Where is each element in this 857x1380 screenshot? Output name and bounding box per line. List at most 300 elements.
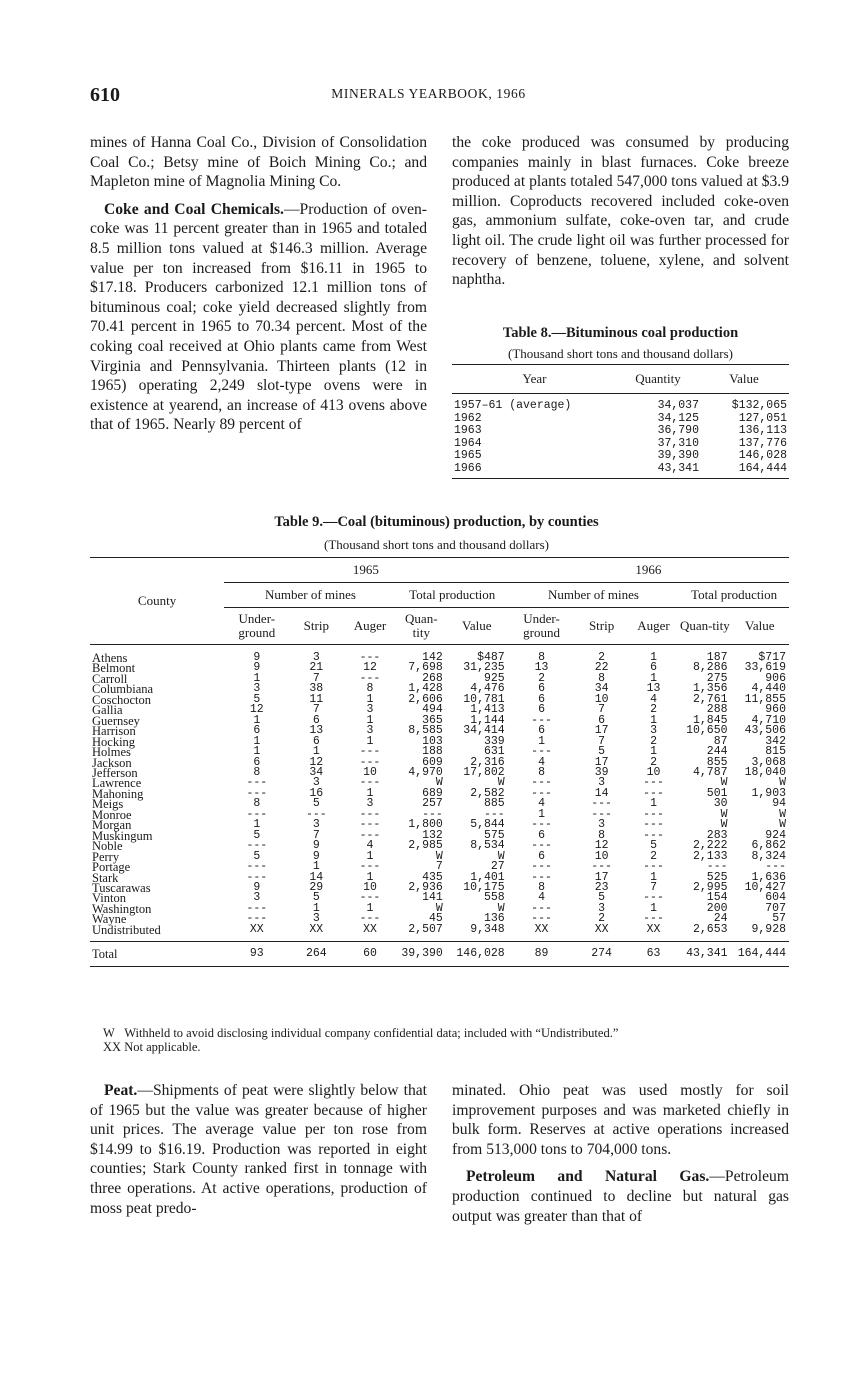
table9-cell-underground-1966: 89	[508, 942, 576, 967]
table9-cell-county: Washington	[92, 901, 152, 916]
table9-cell-value-1966: 906	[765, 671, 786, 685]
table9-group-total-1965: Total production	[397, 583, 508, 608]
table9-cell-auger-1966: 1	[650, 797, 657, 811]
table9-cell-underground-1965: 9	[253, 651, 261, 664]
table9-cell-underground-1966: 6	[538, 692, 545, 706]
table9-cell-quantity-1965: 132	[422, 828, 443, 842]
table9-year-1965: 1965	[224, 558, 508, 583]
table9-cell-auger-1966: 10	[646, 765, 661, 779]
table8-row	[452, 425, 789, 438]
table9-cell-value-1966: 3,068	[751, 755, 786, 769]
table9-cell-auger-1966: 63	[628, 942, 679, 967]
table9-cell-quantity-1966: 2,133	[693, 849, 728, 863]
running-title: MINERALS YEARBOOK, 1966	[331, 86, 526, 101]
table9-cell-strip-1966: 7	[598, 734, 606, 748]
table8-subtitle: (Thousand short tons and thousand dollars)	[508, 346, 733, 361]
table9-footnotes	[103, 1026, 618, 1054]
table9-cell-underground-1965: ---	[246, 860, 268, 874]
table9	[90, 557, 789, 967]
table9-cell-value-1966: 604	[765, 891, 786, 905]
table9-cell-value-1965: ---	[483, 807, 505, 821]
table9-col-auger-1965: Auger	[343, 608, 397, 645]
table9-cell-strip-1966: 10	[594, 849, 609, 863]
table9-cell-underground-1965: ---	[246, 839, 268, 853]
table9-cell-county: Morgan	[92, 818, 132, 833]
table9-cell-strip-1965: 1	[312, 860, 320, 874]
table9-cell-underground-1966: ---	[531, 745, 552, 759]
table9-cell-auger-1966: 1	[650, 745, 657, 759]
table9-cell-auger-1965: 4	[366, 839, 374, 853]
footnote-w	[103, 1026, 618, 1040]
table9-cell-quantity-1965: 1,428	[408, 682, 443, 696]
table9-cell-auger-1966: ---	[643, 776, 664, 790]
table9-cell-underground-1966: 4	[538, 797, 545, 811]
table9-cell-strip-1966: 17	[594, 870, 609, 884]
table9-cell-value-1966: 1,636	[751, 870, 786, 884]
table9-cell-strip-1965: 1	[312, 901, 320, 915]
table9-cell-auger-1966: ---	[643, 786, 664, 800]
table9-cell-county: Portage	[92, 860, 131, 875]
table9-cell-auger-1965: ---	[359, 807, 381, 821]
table9-cell-quantity-1965: ---	[422, 807, 443, 821]
table9-cell-value-1965: 4,476	[470, 682, 505, 696]
table9-cell-quantity-1966: 187	[706, 651, 728, 664]
table9-cell-quantity-1966: 1,845	[693, 713, 728, 727]
table9-cell-county: Jefferson	[92, 765, 138, 780]
table9-cell-strip-1965: 3	[312, 912, 320, 926]
table9-cell-quantity-1966: 244	[706, 745, 728, 759]
table9-cell-underground-1965: 8	[253, 797, 261, 811]
table9-cell-quantity-1966: 154	[706, 891, 728, 905]
table9-cell-auger-1965: ---	[359, 818, 381, 832]
table9-cell-strip-1966: 7	[598, 703, 606, 717]
table8-header-quantity: Quantity	[617, 365, 699, 394]
table9-cell-quantity-1965: 45	[428, 912, 443, 926]
table9-cell-strip-1966: 12	[594, 839, 609, 853]
table9-cell-auger-1966: ---	[643, 818, 664, 832]
table9-cell-auger-1966: ---	[643, 891, 664, 905]
table9-cell-underground-1965: 1	[253, 818, 261, 832]
table8-cell-quantity: 43,341	[617, 463, 699, 479]
table9-cell-strip-1965: 7	[312, 828, 320, 842]
table9-cell-value-1966: 57	[772, 912, 786, 926]
table9-cell-underground-1966: XX	[534, 922, 549, 936]
table9-cell-quantity-1966: 283	[706, 828, 728, 842]
table9-cell-value-1966: 43,506	[744, 724, 786, 738]
table9-cell-quantity-1966: 1,356	[693, 682, 728, 696]
table9-cell-value-1966: 707	[765, 901, 786, 915]
table9-cell-auger-1965: 60	[343, 942, 397, 967]
table9-cell-auger-1966: 3	[650, 724, 657, 738]
table9-cell-strip-1965: 7	[312, 671, 320, 685]
table9-cell-quantity-1966: 4,787	[693, 765, 728, 779]
table9-cell-quantity-1965: W	[435, 849, 443, 863]
table8-title: Table 8.—Bituminous coal production	[502, 325, 739, 341]
table9-cell-county: Wayne	[92, 912, 127, 927]
table9-cell-auger-1966: XX	[646, 922, 661, 936]
table9-cell-county: Holmes	[92, 745, 131, 760]
table9-cell-underground-1965: 1	[253, 745, 261, 759]
table9-cell-strip-1966: 3	[598, 776, 606, 790]
table8-cell-year: 1962	[454, 411, 482, 425]
table9-cell-quantity-1966: ---	[706, 860, 728, 874]
table9-cell-underground-1966: 6	[538, 703, 545, 717]
table9-cell-value-1965: 17,802	[463, 765, 505, 779]
table8-cell-value: 164,444	[699, 463, 789, 479]
table9-col-value-1966: Value	[731, 608, 789, 645]
peat-paragraph	[90, 1081, 427, 1218]
table9-cell-underground-1965: ---	[246, 901, 268, 915]
table9-cell-county: Columbiana	[92, 682, 154, 697]
peat-heading: Peat.	[104, 1082, 138, 1099]
table9-group-mines-1966: Number of mines	[508, 583, 679, 608]
table9-cell-underground-1966: 2	[538, 671, 545, 685]
table9-cell-value-1965: 136	[483, 912, 505, 926]
table9-cell-underground-1965: 6	[253, 724, 261, 738]
table9-cell-auger-1966: ---	[643, 860, 664, 874]
table9-cell-value-1966: W	[779, 807, 786, 821]
table9-cell-quantity-1965: 257	[422, 797, 443, 811]
table9-cell-strip-1965: 9	[312, 849, 320, 863]
table9-cell-county: Tuscarawas	[92, 880, 151, 895]
table8	[452, 364, 789, 479]
table9-cell-value-1965: 8,534	[470, 839, 505, 853]
table9-row	[90, 925, 789, 942]
table9-cell-value-1965: 885	[483, 797, 505, 811]
table9-cell-quantity-1966: W	[720, 807, 728, 821]
table9-cell-underground-1965: 6	[253, 755, 261, 769]
table9-cell-underground-1965: ---	[246, 807, 268, 821]
table9-cell-strip-1966: ---	[591, 860, 612, 874]
table9-cell-auger-1965: 1	[366, 901, 374, 915]
table9-cell-strip-1965: 7	[312, 703, 320, 717]
table8-cell-quantity: 34,125	[657, 411, 699, 425]
bottom-left-column	[90, 1081, 427, 1218]
table9-cell-underground-1966: ---	[531, 860, 552, 874]
table9-cell-value-1965: 10,175	[463, 880, 505, 894]
table8-row	[452, 463, 789, 479]
table8-header-year: Year	[452, 365, 617, 394]
table9-cell-underground-1966: 6	[538, 724, 545, 738]
left-paragraph-1: mines of Hanna Coal Co., Division of Consolidation Coal Co.; Betsy mine of Boich Mining Co.; and Mapleton mine of Magnolia Mining Co.	[90, 134, 427, 191]
table9-cell-quantity-1966: 2,995	[693, 880, 728, 894]
table9-cell-value-1966: 18,040	[744, 765, 786, 779]
table9-col-auger-1966: Auger	[628, 608, 679, 645]
table9-year-1966: 1966	[508, 558, 789, 583]
table9-cell-underground-1966: ---	[531, 912, 552, 926]
table9-cell-county: Vinton	[92, 891, 126, 906]
table9-cell-strip-1965: 11	[309, 692, 324, 706]
table9-cell-county: Mahoning	[92, 786, 144, 801]
table9-cell-county: Meigs	[92, 797, 124, 812]
table8-header-value: Value	[699, 365, 789, 394]
table9-cell-auger-1965: 1	[366, 734, 374, 748]
table9-cell-auger-1966: 5	[650, 839, 657, 853]
table9-cell-county: Lawrence	[92, 776, 142, 791]
table8-cell-quantity: 34,037	[657, 399, 699, 412]
table9-cell-underground-1966: 8	[538, 765, 545, 779]
table9-cell-county: Total	[90, 942, 224, 967]
table9-cell-value-1965: 1,413	[470, 703, 505, 717]
table9-cell-quantity-1965: 435	[422, 870, 443, 884]
table9-cell-quantity-1965: 141	[422, 891, 443, 905]
table9-cell-strip-1966: 8	[598, 671, 606, 685]
footnote-xx-text: Not applicable.	[124, 1040, 201, 1054]
table9-cell-strip-1965: 6	[312, 734, 320, 748]
table9-cell-value-1966: 164,444	[731, 942, 789, 967]
table9-cell-strip-1965: 3	[312, 651, 320, 664]
table9-col-strip-1965: Strip	[289, 608, 343, 645]
table9-cell-auger-1966: 2	[650, 703, 657, 717]
table9-cell-county: Carroll	[92, 671, 128, 686]
table9-cell-quantity-1966: 288	[706, 703, 728, 717]
table9-cell-quantity-1965: 1,800	[408, 818, 443, 832]
table9-cell-county: Perry	[92, 849, 120, 864]
table9-cell-strip-1965: 5	[312, 891, 320, 905]
table9-cell-county: Jackson	[92, 755, 132, 770]
table9-cell-underground-1965: 93	[224, 942, 289, 967]
table9-cell-strip-1965: XX	[309, 922, 324, 936]
table9-cell-underground-1965: ---	[246, 870, 268, 884]
table9-cell-strip-1965: 29	[309, 880, 324, 894]
table9-cell-strip-1965: 12	[309, 755, 324, 769]
table9-cell-strip-1966: 3	[598, 901, 606, 915]
table9-cell-strip-1966: 17	[594, 755, 609, 769]
table9-cell-strip-1966: 14	[594, 786, 609, 800]
table9-cell-underground-1965: ---	[246, 912, 268, 926]
table9-cell-underground-1965: 1	[253, 734, 261, 748]
table9-cell-underground-1965: XX	[249, 922, 264, 936]
table9-cell-underground-1965: 3	[253, 891, 261, 905]
table9-cell-auger-1966: ---	[643, 828, 664, 842]
table9-cell-quantity-1966: 2,761	[693, 692, 728, 706]
table9-cell-auger-1965: 3	[366, 724, 374, 738]
table9-cell-value-1965: 27	[490, 860, 505, 874]
table8-cell-value: 137,776	[738, 436, 787, 450]
table9-cell-quantity-1966: 2,222	[693, 839, 728, 853]
table9-cell-auger-1965: 8	[366, 682, 374, 696]
table9-cell-value-1966: 9,928	[751, 922, 786, 936]
coke-section-body: —Production of oven-coke was 11 percent greater than in 1965 and totaled 8.5 million tons valued at $146.3 million. Average value per ton increased from $16.11 in 1965 to $17.18. Producers carbonized 12.1 million tons of bituminous coal; coke yield decreased slightly from 70.41 percent in 1965 to 70.34 percent. Most of the coking coal received at Ohio plants came from West Virginia and Pennsylvania. Thirteen plants (12 in 1965) operating 2,249 slot-type ovens were in existence at yearend, an increase of 413 ovens above that of 1965. Nearly 89 percent of	[90, 200, 427, 434]
table9-cell-auger-1965: 3	[366, 703, 374, 717]
table8-cell-year: 1964	[454, 436, 482, 450]
footnote-xx	[103, 1040, 618, 1054]
table9-cell-strip-1965: 16	[309, 786, 324, 800]
table9-cell-underground-1965: 5	[253, 849, 261, 863]
table9-cell-strip-1966: 23	[594, 880, 609, 894]
table9-cell-strip-1966: 22	[594, 661, 609, 675]
table9-cell-quantity-1965: 4,970	[408, 765, 443, 779]
table9-cell-county: Coschocton	[92, 692, 152, 707]
table9-cell-strip-1965: 1	[312, 745, 320, 759]
table9-cell-value-1966: 342	[765, 734, 786, 748]
table8-cell-value: 136,113	[738, 424, 787, 437]
table9-cell-value-1966: 1,903	[751, 786, 786, 800]
table9-cell-strip-1966: ---	[591, 807, 612, 821]
table9-cell-strip-1966: 17	[594, 724, 609, 738]
table9-cell-strip-1966: ---	[591, 797, 612, 811]
table9-cell-strip-1966: 5	[598, 745, 606, 759]
table9-cell-quantity-1965: W	[435, 901, 443, 915]
table9-cell-underground-1965: 9	[253, 661, 261, 675]
table9-cell-quantity-1966: 525	[706, 870, 728, 884]
table9-cell-quantity-1966: W	[720, 818, 728, 832]
table9-cell-underground-1966: 6	[538, 682, 545, 696]
table8-row	[452, 450, 789, 463]
table9-cell-auger-1965: ---	[359, 755, 381, 769]
table9-cell-value-1966: W	[779, 776, 786, 790]
table9-title: Table 9.—Coal (bituminous) production, by counties	[274, 514, 599, 530]
table9-cell-quantity-1965: 142	[422, 651, 443, 664]
table9-cell-auger-1965: 3	[366, 797, 374, 811]
table9-cell-quantity-1966: W	[720, 776, 728, 790]
table9-cell-value-1965: 146,028	[446, 942, 508, 967]
table9-cell-quantity-1966: 8,286	[693, 661, 728, 675]
table9-cell-auger-1965: 1	[366, 692, 374, 706]
table9-cell-auger-1966: 1	[650, 651, 657, 664]
table9-cell-strip-1966: 8	[598, 828, 606, 842]
table9-cell-auger-1966: 6	[650, 661, 657, 675]
table9-cell-auger-1965: ---	[359, 860, 381, 874]
footnote-w-key: W	[103, 1026, 115, 1040]
table9-cell-auger-1965: ---	[359, 912, 381, 926]
bottom-right-column	[452, 1081, 789, 1226]
table9-cell-auger-1965: ---	[359, 745, 381, 759]
table9-cell-quantity-1965: 7,698	[408, 661, 443, 675]
table9-cell-auger-1966: ---	[643, 912, 664, 926]
table9-cell-strip-1966: 3	[598, 818, 606, 832]
table9-cell-value-1966: 924	[765, 828, 786, 842]
table9-cell-quantity-1965: 39,390	[397, 942, 446, 967]
coke-section-heading: Coke and Coal Chemicals.	[104, 200, 284, 218]
table9-col-quantity-1965: Quan-tity	[397, 608, 446, 645]
table9-cell-strip-1965: 34	[309, 765, 324, 779]
table9-cell-value-1965: 558	[483, 891, 505, 905]
table9-cell-quantity-1966: 30	[713, 797, 728, 811]
table9-cell-auger-1965: 1	[366, 870, 374, 884]
table9-cell-auger-1966: 2	[650, 734, 657, 748]
table9-cell-underground-1966: 6	[538, 828, 545, 842]
table9-cell-quantity-1966: 10,650	[686, 724, 728, 738]
table9-cell-quantity-1965: 689	[422, 786, 443, 800]
table9-cell-underground-1965: 5	[253, 828, 261, 842]
table9-cell-strip-1966: 274	[575, 942, 628, 967]
table9-cell-auger-1965: XX	[363, 922, 377, 936]
table9-cell-underground-1966: 13	[534, 661, 549, 675]
table9-cell-auger-1965: ---	[359, 776, 381, 790]
table9-cell-quantity-1966: 275	[706, 671, 728, 685]
peat-continued-paragraph: minated. Ohio peat was used mostly for soil improvement purposes and was marketed chiefly in bulk form. Reserves at active operations increased from 513,000 tons to 704,000 tons.	[452, 1082, 789, 1158]
table9-cell-auger-1966: 4	[650, 692, 657, 706]
table9-cell-quantity-1965: 268	[422, 671, 443, 685]
table9-cell-quantity-1965: W	[435, 776, 443, 790]
table9-col-value-1965: Value	[446, 608, 508, 645]
table8-cell-year: 1965	[454, 449, 482, 462]
table9-cell-underground-1965: 8	[253, 765, 261, 779]
table9-cell-county: Noble	[92, 839, 123, 854]
table9-cell-value-1965: 2,582	[470, 786, 505, 800]
table9-cell-value-1965: 9,348	[470, 922, 505, 936]
petroleum-paragraph	[452, 1167, 789, 1226]
table9-cell-county: Undistributed	[92, 922, 161, 937]
table8-cell-quantity: 37,310	[657, 436, 699, 450]
table9-cell-value-1966: 815	[765, 745, 786, 759]
table9-cell-strip-1965: 3	[312, 818, 320, 832]
table9-cell-underground-1965: 12	[249, 703, 264, 717]
right-column	[452, 133, 789, 290]
table9-cell-quantity-1965: 365	[422, 713, 443, 727]
right-paragraph-1: the coke produced was consumed by producing companies mainly in blast furnaces. Coke breeze produced at plants totaled 547,000 tons valued at $3.9 million. Coproducts recovered included coke-oven gas, ammonium sulfate, coke-oven tar, and crude light oil. The crude light oil was further processed for recovery of benzene, toluene, xylene, and solvent naphtha.	[452, 134, 789, 289]
table9-cell-underground-1966: 6	[538, 849, 545, 863]
table8-cell-value: 146,028	[738, 449, 787, 462]
table9-cell-underground-1966: ---	[531, 776, 552, 790]
table9-cell-auger-1966: 13	[646, 682, 661, 696]
table9-cell-value-1965: 1,144	[470, 713, 505, 727]
table9-subtitle: (Thousand short tons and thousand dollars)	[324, 537, 549, 552]
table9-cell-county: Harrison	[92, 724, 136, 739]
table9-cell-value-1966: 94	[772, 797, 786, 811]
table9-cell-underground-1966: ---	[531, 901, 552, 915]
table9-cell-strip-1965: 9	[312, 839, 320, 853]
table8-cell-year: 1963	[454, 424, 482, 437]
table9-cell-county: Hocking	[92, 734, 136, 749]
table9-cell-county: Belmont	[92, 661, 136, 676]
table9-cell-value-1965: $487	[477, 651, 505, 664]
table9-cell-quantity-1966: 43,341	[679, 942, 730, 967]
table9-cell-quantity-1965: 609	[422, 755, 443, 769]
table9-cell-quantity-1965: 494	[422, 703, 443, 717]
table9-cell-underground-1965: 9	[253, 880, 261, 894]
table9-cell-underground-1966: ---	[531, 870, 552, 884]
table9-cell-county: Muskingum	[92, 828, 153, 843]
table9-cell-quantity-1965: 2,936	[408, 880, 443, 894]
table9-cell-auger-1966: 7	[650, 880, 657, 894]
table9-cell-value-1965: 31,235	[463, 661, 505, 675]
table9-cell-auger-1966: 1	[650, 671, 657, 685]
table8-cell-quantity: 36,790	[657, 424, 699, 437]
table9-group-total-1966: Total production	[679, 583, 789, 608]
table9-cell-value-1966: 33,619	[744, 661, 786, 675]
table9-col-quantity-1966: Quan-tity	[679, 608, 730, 645]
table9-cell-underground-1966: 4	[538, 891, 545, 905]
table9-cell-strip-1965: 14	[309, 870, 324, 884]
table9-cell-value-1965: 1,401	[470, 870, 505, 884]
table9-cell-value-1965: 5,844	[470, 818, 505, 832]
table9-cell-strip-1965: 3	[312, 776, 320, 790]
page-number: 610	[90, 84, 120, 106]
table9-cell-value-1966: W	[779, 818, 786, 832]
table9-cell-strip-1965: 13	[309, 724, 324, 738]
table9-cell-strip-1966: XX	[594, 922, 609, 936]
table9-cell-value-1965: 34,414	[463, 724, 505, 738]
footnote-xx-key: XX	[103, 1040, 122, 1054]
table9-cell-value-1965: 631	[483, 745, 505, 759]
table9-cell-strip-1965: 38	[309, 682, 324, 696]
table9-cell-value-1965: W	[497, 901, 505, 915]
table9-cell-auger-1965: 1	[366, 849, 374, 863]
table9-cell-quantity-1966: 200	[706, 901, 728, 915]
table8-cell-quantity: 39,390	[657, 449, 699, 462]
table9-cell-strip-1965: 5	[312, 797, 320, 811]
table9-cell-auger-1965: 12	[363, 661, 377, 675]
table9-cell-underground-1966: ---	[531, 839, 552, 853]
table9-cell-underground-1966: 1	[538, 734, 545, 748]
table9-cell-quantity-1966: 855	[706, 755, 728, 769]
table9-cell-value-1965: 575	[483, 828, 505, 842]
table9-cell-strip-1966: 2	[598, 651, 606, 664]
table9-cell-strip-1965: 264	[289, 942, 343, 967]
table9-cell-auger-1965: ---	[359, 671, 381, 685]
